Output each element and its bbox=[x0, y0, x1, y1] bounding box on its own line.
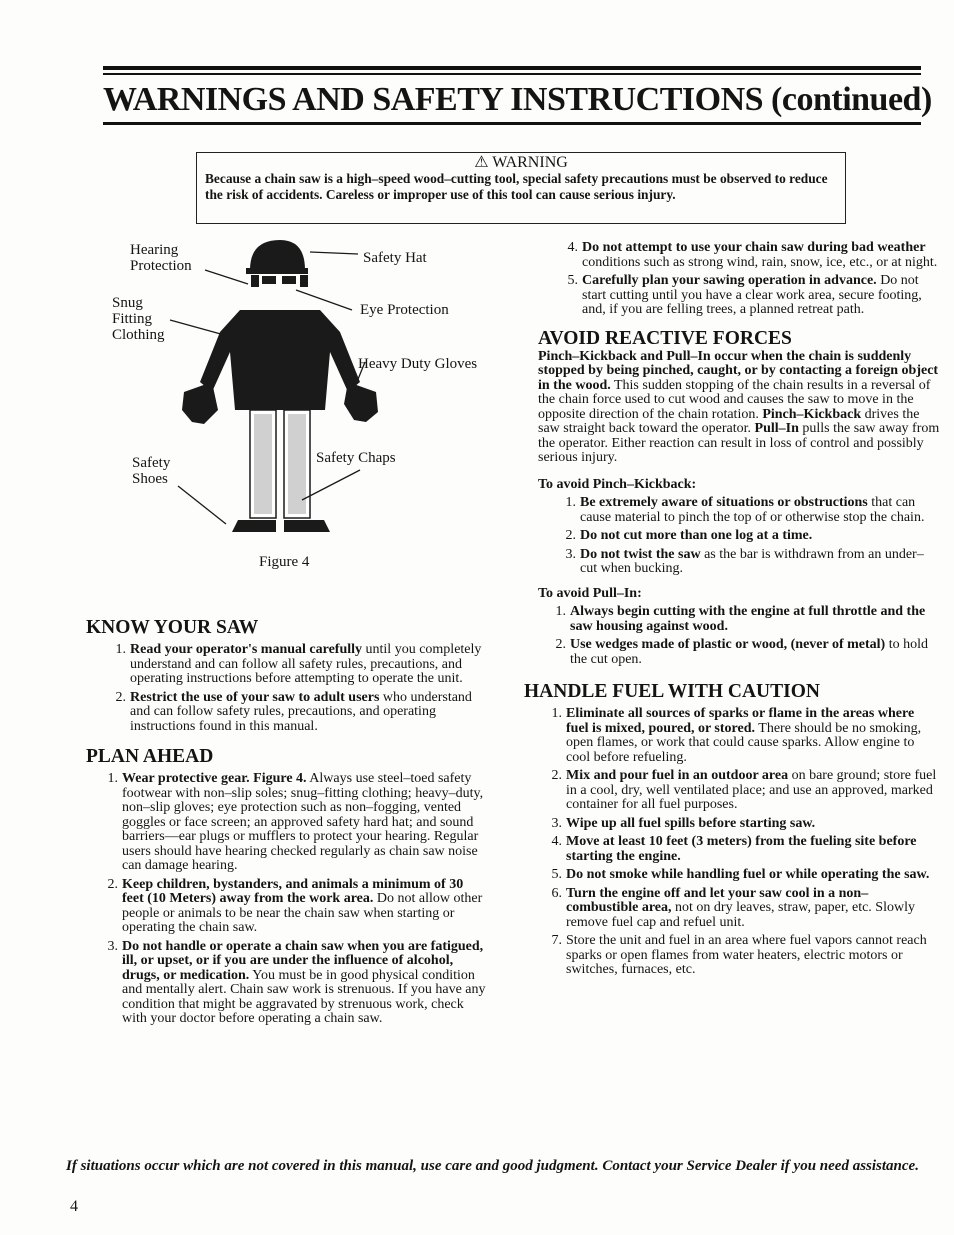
list-item: 1. Eliminate all sources of sparks or flame in the areas where fuel is mixed, poured, or stored. There should be no smoking, open flames, or work that could cause sparks. Allow engine to cool before refueling. bbox=[551, 706, 922, 765]
warning-box bbox=[196, 152, 846, 224]
handle-fuel-heading: HANDLE FUEL WITH CAUTION bbox=[524, 681, 820, 702]
plan-ahead-heading: PLAN AHEAD bbox=[86, 746, 214, 767]
handle-fuel-list bbox=[544, 707, 940, 978]
warning-text: Because a chain saw is a high–speed wood–cutting tool, special safety precautions must be observed to reduce the risk of accidents. Careless or improper use of this tool can cause serious injury. bbox=[205, 171, 828, 202]
pinch-kickback-subheading: To avoid Pinch–Kickback: bbox=[538, 476, 697, 492]
list-item: 7. Store the unit and fuel in an area where fuel vapors cannot reach sparks or open flames from water heaters, electric motors or switches, furnaces, etc. bbox=[551, 933, 927, 977]
header-rule-bottom bbox=[103, 122, 921, 125]
pull-in-list bbox=[548, 605, 940, 667]
list-item: 1. Always begin cutting with the engine at full throttle and the saw housing against wood. bbox=[555, 604, 926, 634]
right-column bbox=[524, 240, 940, 982]
header-rule-mid bbox=[103, 73, 921, 75]
list-item: 3. Wipe up all fuel spills before starting saw. bbox=[551, 815, 816, 831]
header-rule-top bbox=[103, 66, 921, 70]
left-column bbox=[86, 617, 488, 1031]
list-item: 5. Carefully plan your sawing operation in advance. Do not start cutting until you have a clear work area, secure footing, and, if you are felling trees, a planned retreat path. bbox=[567, 273, 922, 317]
list-item: 3. Do not handle or operate a chain saw when you are fatigued, ill, or upset, or if you are under the influence of alcohol, drugs, or medication. You must be in good physical condition and mentally alert. Chain saw work is strenuous. If you have any condition that might be aggravated by strenuous work, check with your doctor before operating a chain saw. bbox=[107, 938, 486, 1026]
list-item: 1. Wear protective gear. Figure 4. Always use steel–toed safety footwear with non–slip soles; snug–fitting clothing; heavy–duty, non–slip gloves; eye protection such as non–fogging, vented goggles or face screen; an approved safety hard hat; and sound barriers—ear plugs or mufflers to protect your hearing. Regular users should have hearing checked regularly as chain saw noise can damage hearing. bbox=[107, 771, 484, 873]
label-safety-shoes: Safety Shoes bbox=[132, 455, 171, 487]
list-item: 2. Mix and pour fuel in an outdoor area on bare ground; store fuel in a cool, dry, well ventilated place; and use an approved, marked container for all fuel purposes. bbox=[551, 768, 937, 812]
warning-heading: ⚠ WARNING bbox=[474, 154, 568, 171]
warning-triangle-icon: ⚠ bbox=[474, 154, 489, 171]
list-item: 2. Keep children, bystanders, and animals a minimum of 30 feet (10 Meters) away from the work area. Do not allow other people or animals to be near the chain saw when starting or operating the chain saw. bbox=[107, 876, 483, 935]
label-eye-protection: Eye Protection bbox=[360, 302, 449, 318]
list-item: 6. Turn the engine off and let your saw cool in a non–combustible area, not on dry leaves, straw, paper, etc. Slowly remove fuel cap and refuel unit. bbox=[551, 885, 915, 930]
label-safety-chaps: Safety Chaps bbox=[316, 450, 396, 466]
list-item: 3. Do not twist the saw as the bar is withdrawn from an under–cut when bucking. bbox=[565, 546, 924, 576]
list-item: 5. Do not smoke while handling fuel or while operating the saw. bbox=[551, 867, 930, 882]
label-safety-hat: Safety Hat bbox=[363, 250, 427, 266]
pinch-kickback-list bbox=[558, 496, 940, 577]
page-number: 4 bbox=[70, 1198, 78, 1215]
label-hearing-protection: Hearing Protection bbox=[130, 242, 192, 274]
list-item: 4. Move at least 10 feet (3 meters) from the fueling site before starting the engine. bbox=[551, 834, 917, 864]
label-heavy-duty-gloves: Heavy Duty Gloves bbox=[358, 356, 478, 372]
list-item: 2. Do not cut more than one log at a time. bbox=[565, 528, 813, 543]
safety-gear-figure bbox=[100, 232, 520, 552]
footer-note: If situations occur which are not covered in this manual, use care and good judgment. Contact your Service Dealer if you need assistance. bbox=[66, 1158, 919, 1174]
label-snug-fitting-clothing: Snug Fitting Clothing bbox=[112, 295, 165, 343]
list-item: 2. Use wedges made of plastic or wood, (never of metal) to hold the cut open. bbox=[555, 637, 928, 667]
plan-ahead-list bbox=[100, 772, 488, 1027]
list-item: 4. Do not attempt to use your chain saw during bad weather conditions such as strong wind, rain, snow, ice, etc., or at night. bbox=[567, 240, 938, 270]
reactive-forces-intro: Pinch–Kickback and Pull–In occur when the chain is suddenly stopped by being pinched, caught, or by contacting a foreign object in the wood. This sudden stopping of the chain results in a reversal of the chain force used to cut wood and causes the saw to move in the opposite direction of the chain rotation. Pinch–Kickback drives the saw straight back toward the operator. Pull–In pulls the saw away from the operator. Either reaction can result in loss of control and possibly serious injury. bbox=[538, 348, 940, 465]
know-your-saw-heading: KNOW YOUR SAW bbox=[86, 617, 259, 638]
pull-in-subheading: To avoid Pull–In: bbox=[538, 585, 642, 601]
page-title: WARNINGS AND SAFETY INSTRUCTIONS (continued) bbox=[103, 81, 932, 118]
list-item: 1. Be extremely aware of situations or obstructions that can cause material to pinch the top of or otherwise stop the chain. bbox=[565, 495, 925, 525]
avoid-reactive-forces-heading: AVOID REACTIVE FORCES bbox=[538, 327, 792, 349]
weather-plan-list bbox=[560, 241, 940, 318]
figure-caption: Figure 4 bbox=[259, 554, 310, 570]
list-item: 1. Read your operator's manual carefully until you completely understand and can follow all safety rules, precautions, and operating instructions before attempting to operate the unit. bbox=[115, 642, 482, 686]
know-your-saw-list bbox=[108, 643, 488, 734]
list-item: 2. Restrict the use of your saw to adult users who understand and can follow safety rules, precautions, and operating instructions found in this manual. bbox=[115, 689, 472, 734]
